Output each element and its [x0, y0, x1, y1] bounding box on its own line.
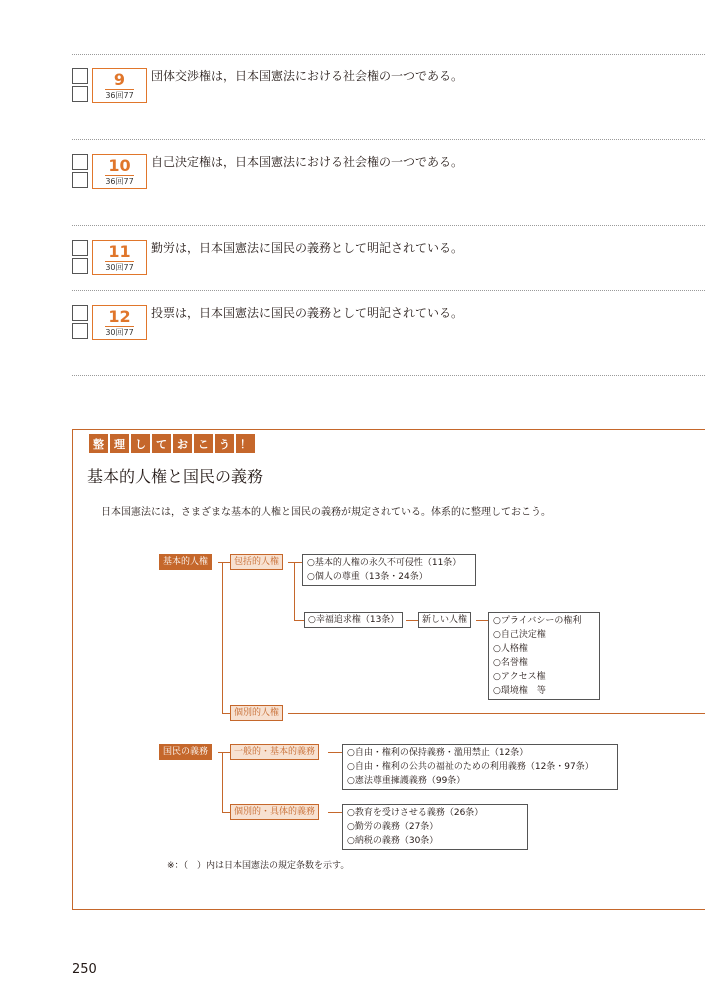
connector	[476, 620, 488, 621]
summary-panel	[72, 429, 705, 910]
connector	[222, 713, 230, 714]
check-box-1[interactable]	[72, 305, 88, 321]
summary-title: 基本的人権と国民の義務	[87, 467, 264, 486]
list-item: ○納税の義務（30条）	[347, 836, 439, 846]
summary-heading-tabs	[89, 434, 255, 453]
question-source: 30回77	[105, 263, 134, 272]
heading-tab: 整	[89, 434, 108, 453]
connector	[294, 620, 304, 621]
connector	[294, 562, 295, 620]
list-item: ○名誉権	[493, 658, 528, 668]
heading-tab: ！	[236, 434, 255, 453]
check-box-1[interactable]	[72, 154, 88, 170]
heading-tab: し	[131, 434, 150, 453]
question-source: 36回77	[105, 177, 134, 186]
check-box-1[interactable]	[72, 68, 88, 84]
connector	[328, 752, 342, 753]
question-number: 11	[108, 242, 131, 261]
check-box-2[interactable]	[72, 172, 88, 188]
page-number: 250	[72, 962, 97, 977]
specific-duties-label: 個別的・具体的義務	[230, 804, 319, 820]
list-item: ○勤労の義務（27条）	[347, 822, 439, 832]
question-source: 36回77	[105, 91, 134, 100]
check-box-1[interactable]	[72, 240, 88, 256]
list-item: ○基本的人権の永久不可侵性（11条）	[307, 558, 462, 568]
check-box-2[interactable]	[72, 323, 88, 339]
question-number-box	[92, 240, 147, 275]
list-item: ○自由・権利の公共の福祉のための利用義務（12条・97条）	[347, 762, 594, 772]
question-text: 団体交渉権は，日本国憲法における社会権の一つである。	[151, 69, 464, 83]
general-duties-label: 一般的・基本的義務	[230, 744, 319, 760]
question-text: 勤労は，日本国憲法に国民の義務として明記されている。	[151, 241, 464, 255]
question-number: 9	[113, 70, 126, 89]
separator	[72, 290, 705, 291]
question-number-box	[92, 305, 147, 340]
connector	[222, 752, 223, 812]
separator	[72, 54, 705, 55]
list-item: ○個人の尊重（13条・24条）	[307, 572, 428, 582]
question-number-box	[92, 154, 147, 189]
duties-root-label: 国民の義務	[159, 744, 212, 760]
heading-tab: こ	[194, 434, 213, 453]
specific-duties-list	[342, 804, 528, 850]
connector	[222, 562, 223, 713]
connector	[222, 812, 230, 813]
separator	[72, 139, 705, 140]
footnote: ※：（ ）内は日本国憲法の規定条数を示す。	[167, 861, 350, 871]
pursuit-of-happiness-label: ○幸福追求権（13条）	[304, 612, 403, 628]
question-number: 12	[108, 307, 131, 326]
general-duties-list	[342, 744, 618, 790]
separator	[72, 225, 705, 226]
heading-tab: て	[152, 434, 171, 453]
individual-rights-label: 個別的人権	[230, 705, 283, 721]
comprehensive-rights-label: 包括的人権	[230, 554, 283, 570]
list-item: ○人格権	[493, 644, 528, 654]
question-text: 自己決定権は，日本国憲法における社会権の一つである。	[151, 155, 464, 169]
check-box-2[interactable]	[72, 86, 88, 102]
connector	[406, 620, 418, 621]
comprehensive-rights-list	[302, 554, 476, 586]
list-item: ○憲法尊重擁護義務（99条）	[347, 776, 466, 786]
list-item: ○アクセス権	[493, 672, 546, 682]
question-source: 30回77	[105, 328, 134, 337]
list-item: ○環境権 等	[493, 686, 546, 696]
list-item: ○自由・権利の保持義務・濫用禁止（12条）	[347, 748, 529, 758]
new-rights-list	[488, 612, 600, 700]
heading-tab: お	[173, 434, 192, 453]
list-item: ○教育を受けさせる義務（26条）	[347, 808, 484, 818]
summary-intro: 日本国憲法には，さまざまな基本的人権と国民の義務が規定されている。体系的に整理しておこう。	[101, 507, 551, 518]
separator	[72, 375, 705, 376]
connector	[288, 713, 705, 714]
connector	[218, 752, 230, 753]
question-text: 投票は，日本国憲法に国民の義務として明記されている。	[151, 306, 464, 320]
rights-root-label: 基本的人権	[159, 554, 212, 570]
heading-tab: 理	[110, 434, 129, 453]
check-box-2[interactable]	[72, 258, 88, 274]
list-item: ○自己決定権	[493, 630, 546, 640]
list-item: ○プライバシーの権利	[493, 616, 582, 626]
connector	[328, 812, 342, 813]
question-number-box	[92, 68, 147, 103]
heading-tab: う	[215, 434, 234, 453]
new-rights-label: 新しい人権	[418, 612, 471, 628]
question-number: 10	[108, 156, 131, 175]
connector	[288, 562, 302, 563]
connector	[218, 562, 230, 563]
